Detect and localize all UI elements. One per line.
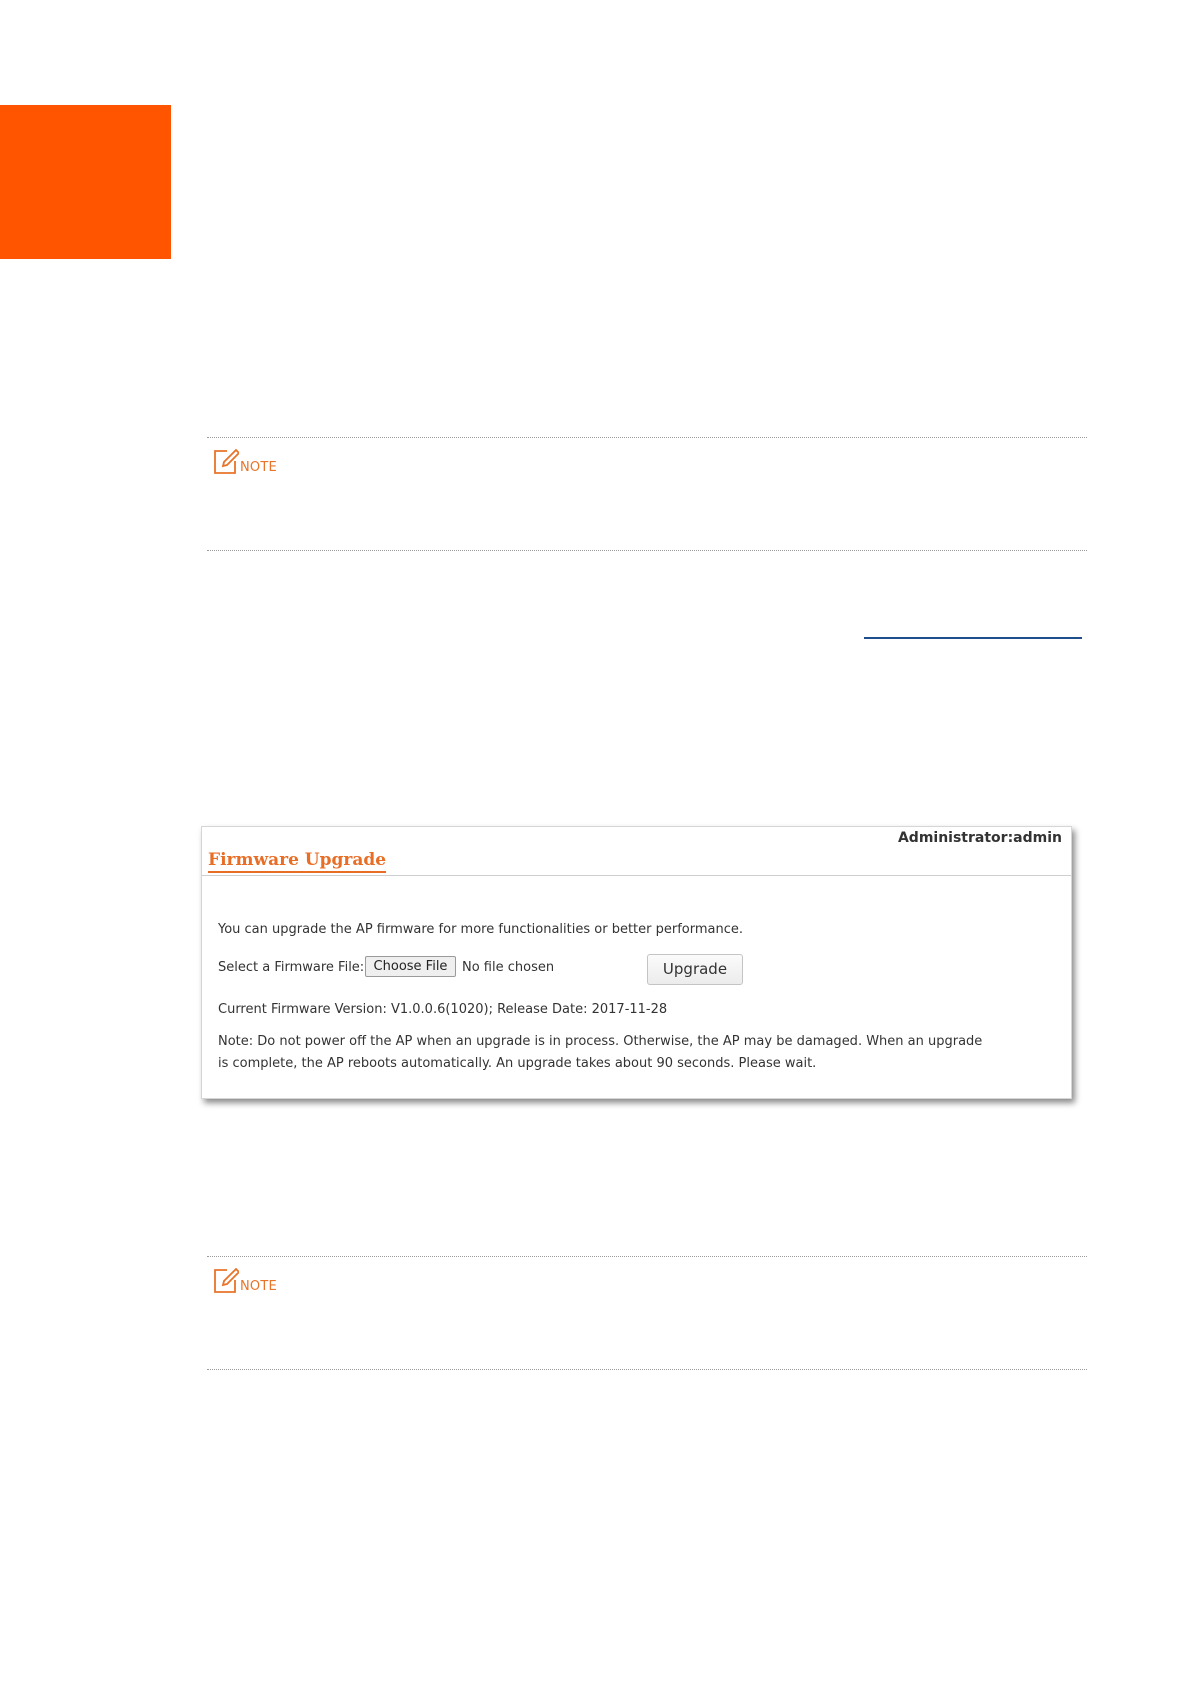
note-label: NOTE	[240, 1279, 277, 1294]
administrator-label: Administrator:admin	[897, 830, 1062, 846]
note-header	[213, 1267, 277, 1294]
file-status-text: No file chosen	[462, 960, 555, 975]
note-box-1	[207, 437, 1087, 551]
note-box-2	[207, 1256, 1087, 1370]
firmware-file-label: Select a Firmware File:	[218, 960, 365, 975]
intro-text: You can upgrade the AP firmware for more functionalities or better performance.	[218, 922, 744, 937]
edit-note-icon	[213, 448, 239, 475]
upgrade-button[interactable]: Upgrade	[647, 954, 743, 985]
panel-title: Firmware Upgrade	[208, 850, 386, 873]
cross-reference-link-underline[interactable]	[864, 637, 1082, 639]
edit-note-icon	[213, 1267, 239, 1294]
title-divider	[202, 875, 1071, 876]
chapter-tab-block	[0, 105, 171, 259]
upgrade-warning-line-1: Note: Do not power off the AP when an upgrade is in process. Otherwise, the AP may be damaged. When an upgrade	[218, 1034, 983, 1049]
note-label: NOTE	[240, 460, 277, 475]
firmware-version-text: Current Firmware Version: V1.0.0.6(1020); Release Date: 2017-11-28	[218, 1002, 668, 1017]
upgrade-warning-line-2: is complete, the AP reboots automatically. An upgrade takes about 90 seconds. Please wait.	[218, 1056, 817, 1071]
firmware-upgrade-panel	[201, 826, 1072, 1099]
note-header	[213, 448, 277, 475]
choose-file-button[interactable]: Choose File	[365, 956, 456, 977]
